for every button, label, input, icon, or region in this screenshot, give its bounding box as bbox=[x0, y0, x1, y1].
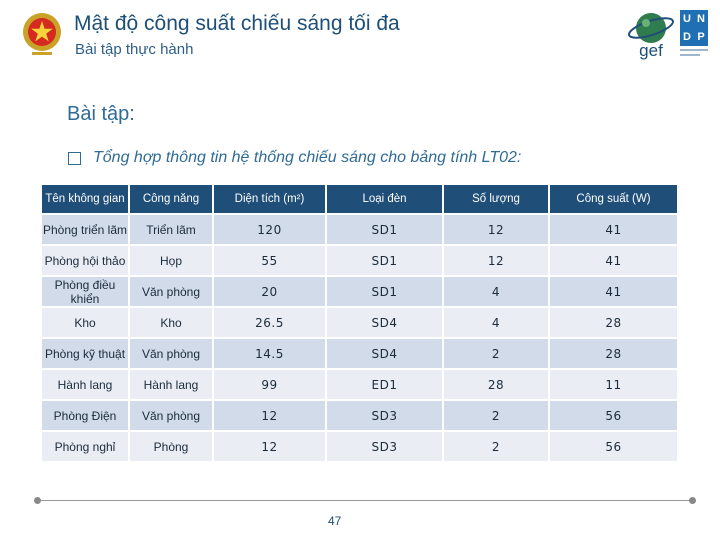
table-cell: SD3 bbox=[326, 400, 443, 431]
table-cell: 55 bbox=[213, 245, 326, 276]
table-cell: 14.5 bbox=[213, 338, 326, 369]
gef-wordmark: gef bbox=[639, 41, 663, 60]
table-cell: ED1 bbox=[326, 369, 443, 400]
undp-letter-n: N bbox=[697, 13, 705, 25]
table-cell: 28 bbox=[549, 338, 678, 369]
table-row bbox=[41, 431, 678, 462]
header-quantity: Số lượng bbox=[443, 184, 549, 214]
table-cell: SD4 bbox=[326, 307, 443, 338]
table-row bbox=[41, 400, 678, 431]
table-header-row bbox=[41, 184, 678, 214]
table-row bbox=[41, 307, 678, 338]
table-row bbox=[41, 338, 678, 369]
table-cell: 28 bbox=[549, 307, 678, 338]
table-cell: 20 bbox=[213, 276, 326, 307]
table-cell: 56 bbox=[549, 431, 678, 462]
table-cell: 41 bbox=[549, 245, 678, 276]
table-row bbox=[41, 214, 678, 245]
undp-letter-d: D bbox=[683, 31, 691, 43]
table-cell: Văn phòng bbox=[129, 338, 213, 369]
table-cell: 2 bbox=[443, 431, 549, 462]
table-cell: SD4 bbox=[326, 338, 443, 369]
table-cell: Kho bbox=[41, 307, 129, 338]
footer-divider bbox=[36, 500, 694, 501]
page-subtitle: Bài tập thực hành bbox=[75, 41, 194, 58]
table-cell: 4 bbox=[443, 307, 549, 338]
table-cell: Hành lang bbox=[41, 369, 129, 400]
header-power: Công suất (W) bbox=[549, 184, 678, 214]
table-cell: 41 bbox=[549, 276, 678, 307]
section-heading: Bài tập: bbox=[67, 103, 135, 125]
table-cell: Họp bbox=[129, 245, 213, 276]
table-cell: Phòng nghỉ bbox=[41, 431, 129, 462]
table-cell: Phòng Điện bbox=[41, 400, 129, 431]
table-cell: Phòng hội thảo bbox=[41, 245, 129, 276]
page-title: Mật độ công suất chiếu sáng tối đa bbox=[74, 12, 400, 35]
table-cell: Phòng triển lãm bbox=[41, 214, 129, 245]
header-lamp-type: Loại đèn bbox=[326, 184, 443, 214]
table-cell: SD3 bbox=[326, 431, 443, 462]
table-cell: 99 bbox=[213, 369, 326, 400]
table-cell: 120 bbox=[213, 214, 326, 245]
table-cell: 28 bbox=[443, 369, 549, 400]
table-cell: 2 bbox=[443, 338, 549, 369]
table-cell: Văn phòng bbox=[129, 400, 213, 431]
table-cell: 26.5 bbox=[213, 307, 326, 338]
table-cell: 12 bbox=[213, 431, 326, 462]
table-row bbox=[41, 369, 678, 400]
bullet-item bbox=[68, 149, 521, 167]
table-cell: Phòng bbox=[129, 431, 213, 462]
page-number: 47 bbox=[328, 514, 342, 528]
header-space-name: Tên không gian bbox=[41, 184, 129, 214]
header-area: Diện tích (m²) bbox=[213, 184, 326, 214]
table-cell: 4 bbox=[443, 276, 549, 307]
bullet-text: Tổng hợp thông tin hệ thống chiếu sáng cho bảng tính LT02: bbox=[93, 149, 522, 166]
table-cell: 12 bbox=[443, 214, 549, 245]
table-cell: Phòng kỹ thuật bbox=[41, 338, 129, 369]
table-cell: 2 bbox=[443, 400, 549, 431]
header-function: Công năng bbox=[129, 184, 213, 214]
table-cell: SD1 bbox=[326, 245, 443, 276]
checkbox-bullet-icon bbox=[68, 152, 81, 165]
table-row bbox=[41, 276, 678, 307]
table-cell: Văn phòng bbox=[129, 276, 213, 307]
table-cell: Kho bbox=[129, 307, 213, 338]
table-cell: 56 bbox=[549, 400, 678, 431]
table-cell: SD1 bbox=[326, 276, 443, 307]
lighting-table bbox=[41, 184, 678, 462]
gef-logo bbox=[626, 8, 676, 62]
undp-letter-p: P bbox=[697, 31, 705, 43]
table-cell: 41 bbox=[549, 214, 678, 245]
table-row bbox=[41, 245, 678, 276]
table-cell: Triển lãm bbox=[129, 214, 213, 245]
table-cell: SD1 bbox=[326, 214, 443, 245]
table-cell: 11 bbox=[549, 369, 678, 400]
table-cell: Phòng điều khiển bbox=[41, 276, 129, 307]
undp-logo bbox=[680, 10, 708, 62]
undp-letter-u: U bbox=[683, 13, 691, 25]
table-cell: Hành lang bbox=[129, 369, 213, 400]
vietnam-emblem-icon bbox=[20, 10, 64, 60]
table-cell: 12 bbox=[443, 245, 549, 276]
table-cell: 12 bbox=[213, 400, 326, 431]
